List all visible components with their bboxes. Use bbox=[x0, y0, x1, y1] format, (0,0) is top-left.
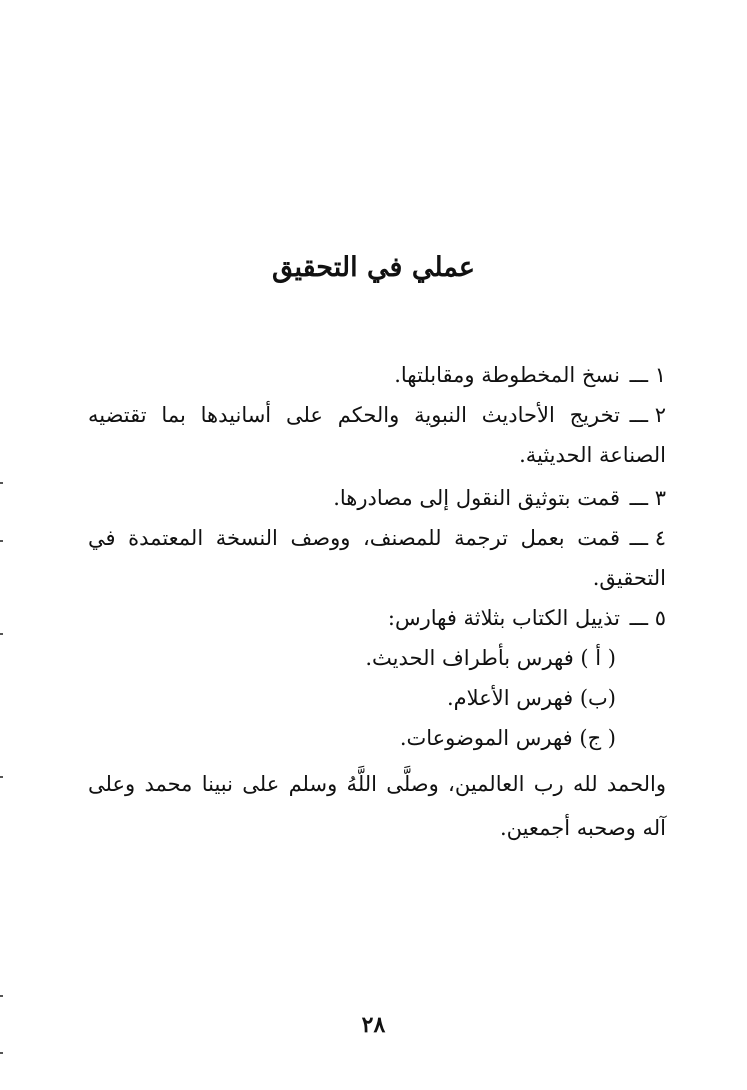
margin-mark bbox=[0, 540, 3, 542]
list-item bbox=[88, 395, 666, 475]
list-item bbox=[88, 518, 666, 598]
item-number: ٣ ـــ bbox=[629, 486, 666, 510]
list-item bbox=[88, 478, 666, 518]
list-item bbox=[88, 598, 666, 638]
item-number: ٢ ـــ bbox=[629, 403, 666, 427]
item-number: ٤ ـــ bbox=[629, 526, 666, 550]
closing-paragraph: والحمد لله رب العالمين، وصلَّى اللَّهُ وسلم على نبينا محمد وعلى آله وصحبه أجمعين. bbox=[88, 772, 666, 840]
sub-item: ( أ ) فهرس بأطراف الحديث. bbox=[365, 646, 616, 670]
margin-mark bbox=[0, 482, 3, 484]
list-item bbox=[88, 355, 666, 395]
item-text: قمت بتوثيق النقول إلى مصادرها. bbox=[333, 486, 620, 510]
margin-mark bbox=[0, 776, 3, 778]
item-number: ١ ـــ bbox=[629, 363, 666, 387]
sub-item: (ب) فهرس الأعلام. bbox=[447, 686, 616, 710]
item-number: ٥ ـــ bbox=[629, 606, 666, 630]
page-title: عملي في التحقيق bbox=[271, 252, 475, 283]
sub-item: ( ج) فهرس الموضوعات. bbox=[399, 726, 616, 750]
item-text: تذييل الكتاب بثلاثة فهارس: bbox=[387, 606, 620, 630]
margin-mark bbox=[0, 633, 3, 635]
margin-mark bbox=[0, 1052, 3, 1054]
item-text: قمت بعمل ترجمة للمصنف، ووصف النسخة المعتمدة في التحقيق. bbox=[88, 526, 666, 590]
item-text: نسخ المخطوطة ومقابلتها. bbox=[394, 363, 620, 387]
page-number: ٢٨ bbox=[361, 1012, 386, 1038]
margin-mark bbox=[0, 995, 3, 997]
item-text: تخريج الأحاديث النبوية والحكم على أسانيدها بما تقتضيه الصناعة الحديثية. bbox=[88, 403, 666, 467]
